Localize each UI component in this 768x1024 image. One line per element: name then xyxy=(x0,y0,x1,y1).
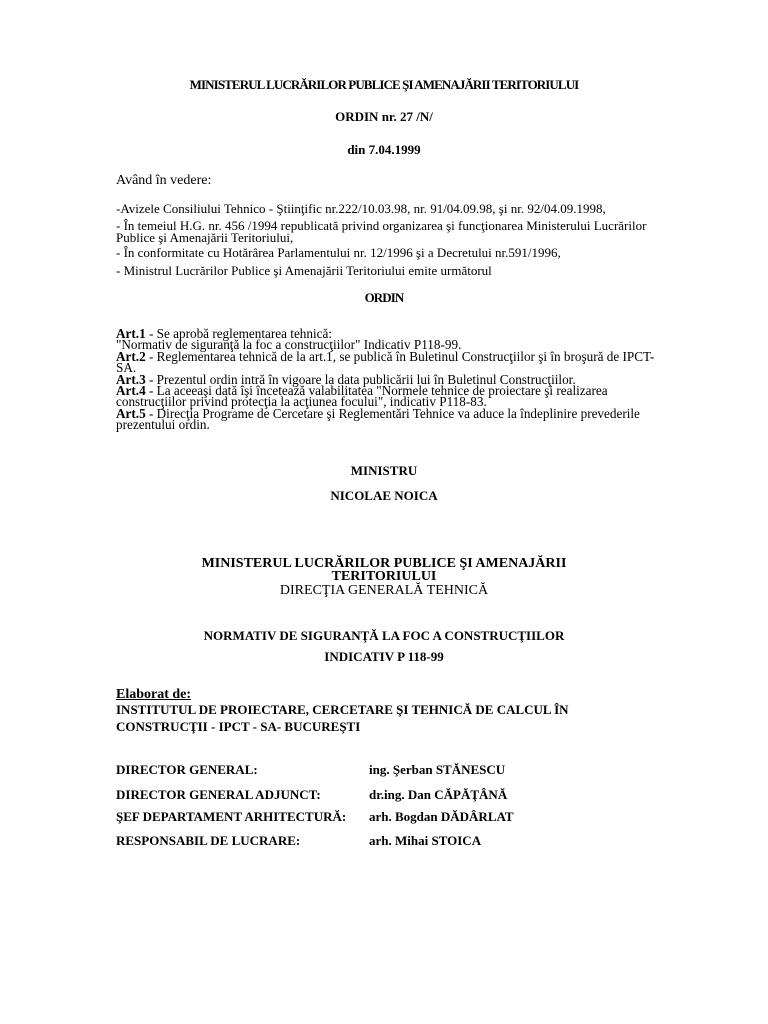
staff-role: RESPONSABIL DE LUCRARE: xyxy=(116,833,301,848)
preamble-item: - Ministrul Lucrărilor Publice şi Amenajării Teritoriului emite următorul xyxy=(116,263,492,278)
article-text: - Prezentul ordin intră în vigoare la data publicării lui în Buletinul Construcţiilor. xyxy=(145,371,576,387)
signatory-title: MINISTRU xyxy=(350,463,418,478)
institute-line2: CONSTRUCŢII - IPCT - SA- BUCUREŞTI xyxy=(116,719,361,734)
preamble-item: - În conformitate cu Hotărârea Parlamentului nr. 12/1996 şi a Decretului nr.591/1996, xyxy=(116,245,561,260)
staff-role: DIRECTOR GENERAL ADJUNCT: xyxy=(116,787,321,802)
institute-line1: INSTITUTUL DE PROIECTARE, CERCETARE ŞI TEHNICĂ DE CALCUL ÎN xyxy=(116,702,569,717)
article xyxy=(116,405,676,433)
order-number: ORDIN nr. 27 /N/ xyxy=(335,109,433,124)
article-label: Art.4 xyxy=(116,383,146,399)
article-label: Art.1 xyxy=(116,326,146,341)
article xyxy=(116,348,676,376)
signatory-name: NICOLAE NOICA xyxy=(330,488,438,503)
article-label: Art.2 xyxy=(116,348,146,364)
article xyxy=(116,385,676,408)
article-text: - Se aprobă reglementarea tehnică: xyxy=(145,326,333,341)
article-text: prezentului ordin. xyxy=(116,417,210,433)
article-label: Art.3 xyxy=(116,371,146,387)
articles-block xyxy=(116,328,676,431)
preamble-item: Publice şi Amenajării Teritoriului, xyxy=(116,230,294,245)
direction-name: DIRECŢIA GENERALĂ TEHNICĂ xyxy=(279,583,489,598)
article-text: - Direcţia Programe de Cercetare şi Reglementări Tehnice va aduce la îndeplinire prevederile xyxy=(145,405,640,421)
second-ministry-line1: MINISTERUL LUCRĂRILOR PUBLICE ŞI AMENAJĂRII xyxy=(201,556,567,571)
preamble-intro: Având în vedere: xyxy=(116,173,212,188)
article-text: "Normativ de siguranţă la foc a construcţiilor" Indicativ P118-99. xyxy=(116,337,462,353)
staff-name: dr.ing. Dan CĂPĂŢÂNĂ xyxy=(369,787,508,802)
article-text: construcţiilor privind protecţia la acţiunea focului", indicativ P118-83. xyxy=(116,394,487,410)
article xyxy=(116,328,676,351)
second-ministry-line2: TERITORIULUI xyxy=(331,569,437,584)
ministry-heading: MINISTERUL LUCRĂRILOR PUBLICE ŞI AMENAJĂRII TERITORIULUI xyxy=(189,77,579,92)
staff-name: ing. Şerban STĂNESCU xyxy=(369,762,506,777)
staff-role: DIRECTOR GENERAL: xyxy=(116,762,258,777)
article-text: - La aceeaşi dată îşi încetează valabilitatea "Normele tehnice de proiectare şi realizarea xyxy=(145,383,608,399)
elaborated-label: Elaborat de: xyxy=(116,687,192,702)
staff-name: arh. Bogdan DĂDÂRLAT xyxy=(369,809,514,824)
article-label: Art.5 xyxy=(116,405,146,421)
ordin-heading: ORDIN xyxy=(364,290,404,305)
staff-name: arh. Mihai STOICA xyxy=(369,833,482,848)
preamble-item: - În temeiul H.G. nr. 456 /1994 republicată privind organizarea şi funcţionarea Ministerului Lucrărilor xyxy=(116,218,647,233)
staff-role: ŞEF DEPARTAMENT ARHITECTURĂ: xyxy=(116,809,347,824)
preamble-item: -Avizele Consiliului Tehnico - Ştiinţific nr.222/10.03.98, nr. 91/04.09.98, şi nr. 92/04.09.1998, xyxy=(116,201,606,216)
article-text: SA. xyxy=(116,360,137,376)
normative-indicative: INDICATIV P 118-99 xyxy=(324,649,444,664)
order-date: din 7.04.1999 xyxy=(347,142,421,157)
article-text: - Reglementarea tehnică de la art.1, se publică în Buletinul Construcţiilor şi în broşură de IPCT- xyxy=(145,348,655,364)
normative-title: NORMATIV DE SIGURANŢĂ LA FOC A CONSTRUCŢIILOR xyxy=(203,628,565,643)
